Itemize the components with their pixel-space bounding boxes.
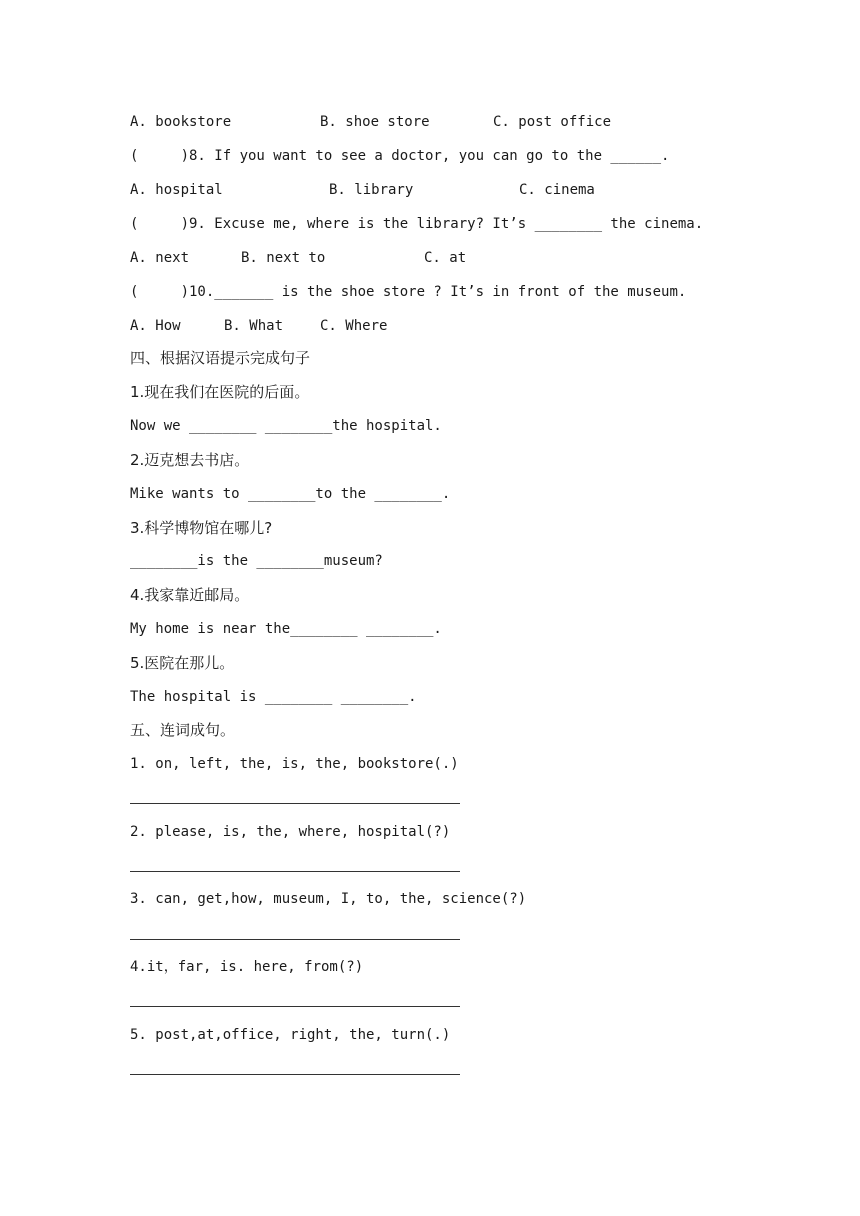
answer-line [130,803,460,804]
sentence-en: My home is near the________ ________. [130,621,442,637]
question-9: ( )9. Excuse me, where is the library? It’s ________ the cinema. [130,216,704,232]
option-c: C. post office [493,114,612,130]
sentence-en: The hospital is ________ ________. [130,689,417,705]
word-order-item: 5. post,at,office, right, the, turn(.) [130,1027,451,1043]
option-c: C. at [424,250,467,266]
option-a: A. bookstore [130,114,232,130]
answer-line [130,871,460,872]
option-a: A. hospital [130,182,223,198]
option-b: B. shoe store [320,114,430,130]
answer-line [130,939,460,940]
sentence-en: ________is the ________museum? [130,553,383,569]
q7-options [130,112,612,132]
option-a: A. How [130,318,181,334]
question-8: ( )8. If you want to see a doctor, you can go to the ______. [130,148,670,164]
answer-line [130,1006,460,1007]
word-order-item: 2. please, is, the, where, hospital(?) [130,824,451,840]
prompt-cn: 4.我家靠近邮局。 [130,586,250,604]
option-c: C. Where [320,318,388,334]
prompt-cn: 2.迈克想去书店。 [130,451,250,469]
option-b: B. What [224,318,284,334]
option-a: A. next [130,250,190,266]
section-5-heading: 五、连词成句。 [130,721,236,739]
option-c: C. cinema [519,182,595,198]
option-b: B. next to [241,250,326,266]
word-order-item: 1. on, left, the, is, the, bookstore(.) [130,756,459,772]
question-10: ( )10._______ is the shoe store ? It’s in front of the museum. [130,284,687,300]
sentence-en: Mike wants to ________to the ________. [130,486,451,502]
q8-options [130,180,595,200]
q9-options [130,248,467,268]
prompt-cn: 1.现在我们在医院的后面。 [130,383,310,401]
prompt-cn: 5.医院在那儿。 [130,654,235,672]
answer-line [130,1074,460,1075]
word-order-item: 3. can, get,how, museum, I, to, the, science(?) [130,891,527,907]
option-b: B. library [329,182,414,198]
section-4-heading: 四、根据汉语提示完成句子 [130,349,311,367]
q10-options [130,316,388,336]
prompt-cn: 3.科学博物馆在哪儿? [130,519,273,537]
sentence-en: Now we ________ ________the hospital. [130,418,442,434]
word-order-item: 4.it，far, is. here, from(?) [130,959,364,975]
